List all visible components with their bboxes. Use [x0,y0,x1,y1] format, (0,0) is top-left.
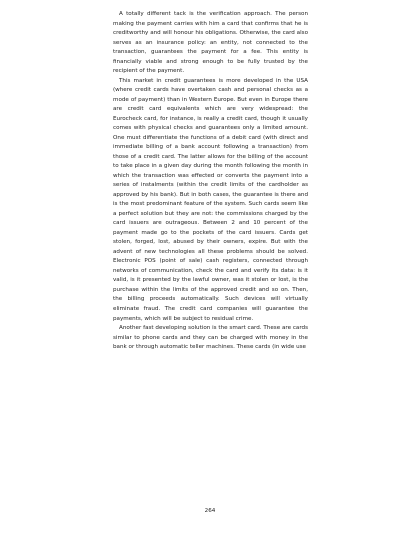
paragraph-credit-guarantees: This market in credit guarantees is more developed in the USA (where credit cards have overtaken cash and personal checks as a mode of payment) than in Western Europe. But even in Europe there are credit card equivalents which are very widespread: the Eurocheck card, for instance, is really a credit card, though it usually comes with physical checks and guarantees only a limited amount. One must differentiate the functions of a debit card (with direct and immediate billing of a bank account following a transaction) from those of a credit card. The latter allows for the billing of the account to take place in a given day during the month following the month in which the transaction was effected or converts the payment into a series of instalments (within the credit limits of the cardholder as approved by his bank). But in both cases, the guarantee is there and is the most predominant feature of the system. Such cards seem like a perfect solution but they are not: the commissions charged by the card issuers are outrageous. Between 2 and 10 percent of the payment made go to the pockets of the card issuers. Cards get stolen, forged, lost, abused by their owners, expire. But with the advent of new technologies all these problems should be solved. Electronic POS (point of sale) cash registers, connected through networks of communication, check the card and verify its data: is it valid, is it presented by the lawful owner, was it stolen or lost, is the purchase within the limits of the approved credit and so on. Then, the billing proceeds automatically. Such devices will virtually eliminate fraud. The credit card companies will guarantee the payments, which will be subject to residual crime. [113,77,308,322]
paragraph-smart-card: Another fast developing solution is the smart card. These are cards similar to phone cards and they can be charged with money in the bank or through automatic teller machines. These cards (in wide use [113,325,308,351]
paragraph-verification: A totally different tack is the verification approach. The person making the payment carries with him a card that confirms that he is creditworthy and will honour his obligations. Otherwise, the card also serves as an insurance policy: an entity, not connected to the transaction, guarantees the payment for a fee. This entity is financially viable and strong enough to be fully trusted by the recipient of the payment. [113,11,308,75]
body-text [113,10,308,353]
page-number: 264 [204,508,216,514]
